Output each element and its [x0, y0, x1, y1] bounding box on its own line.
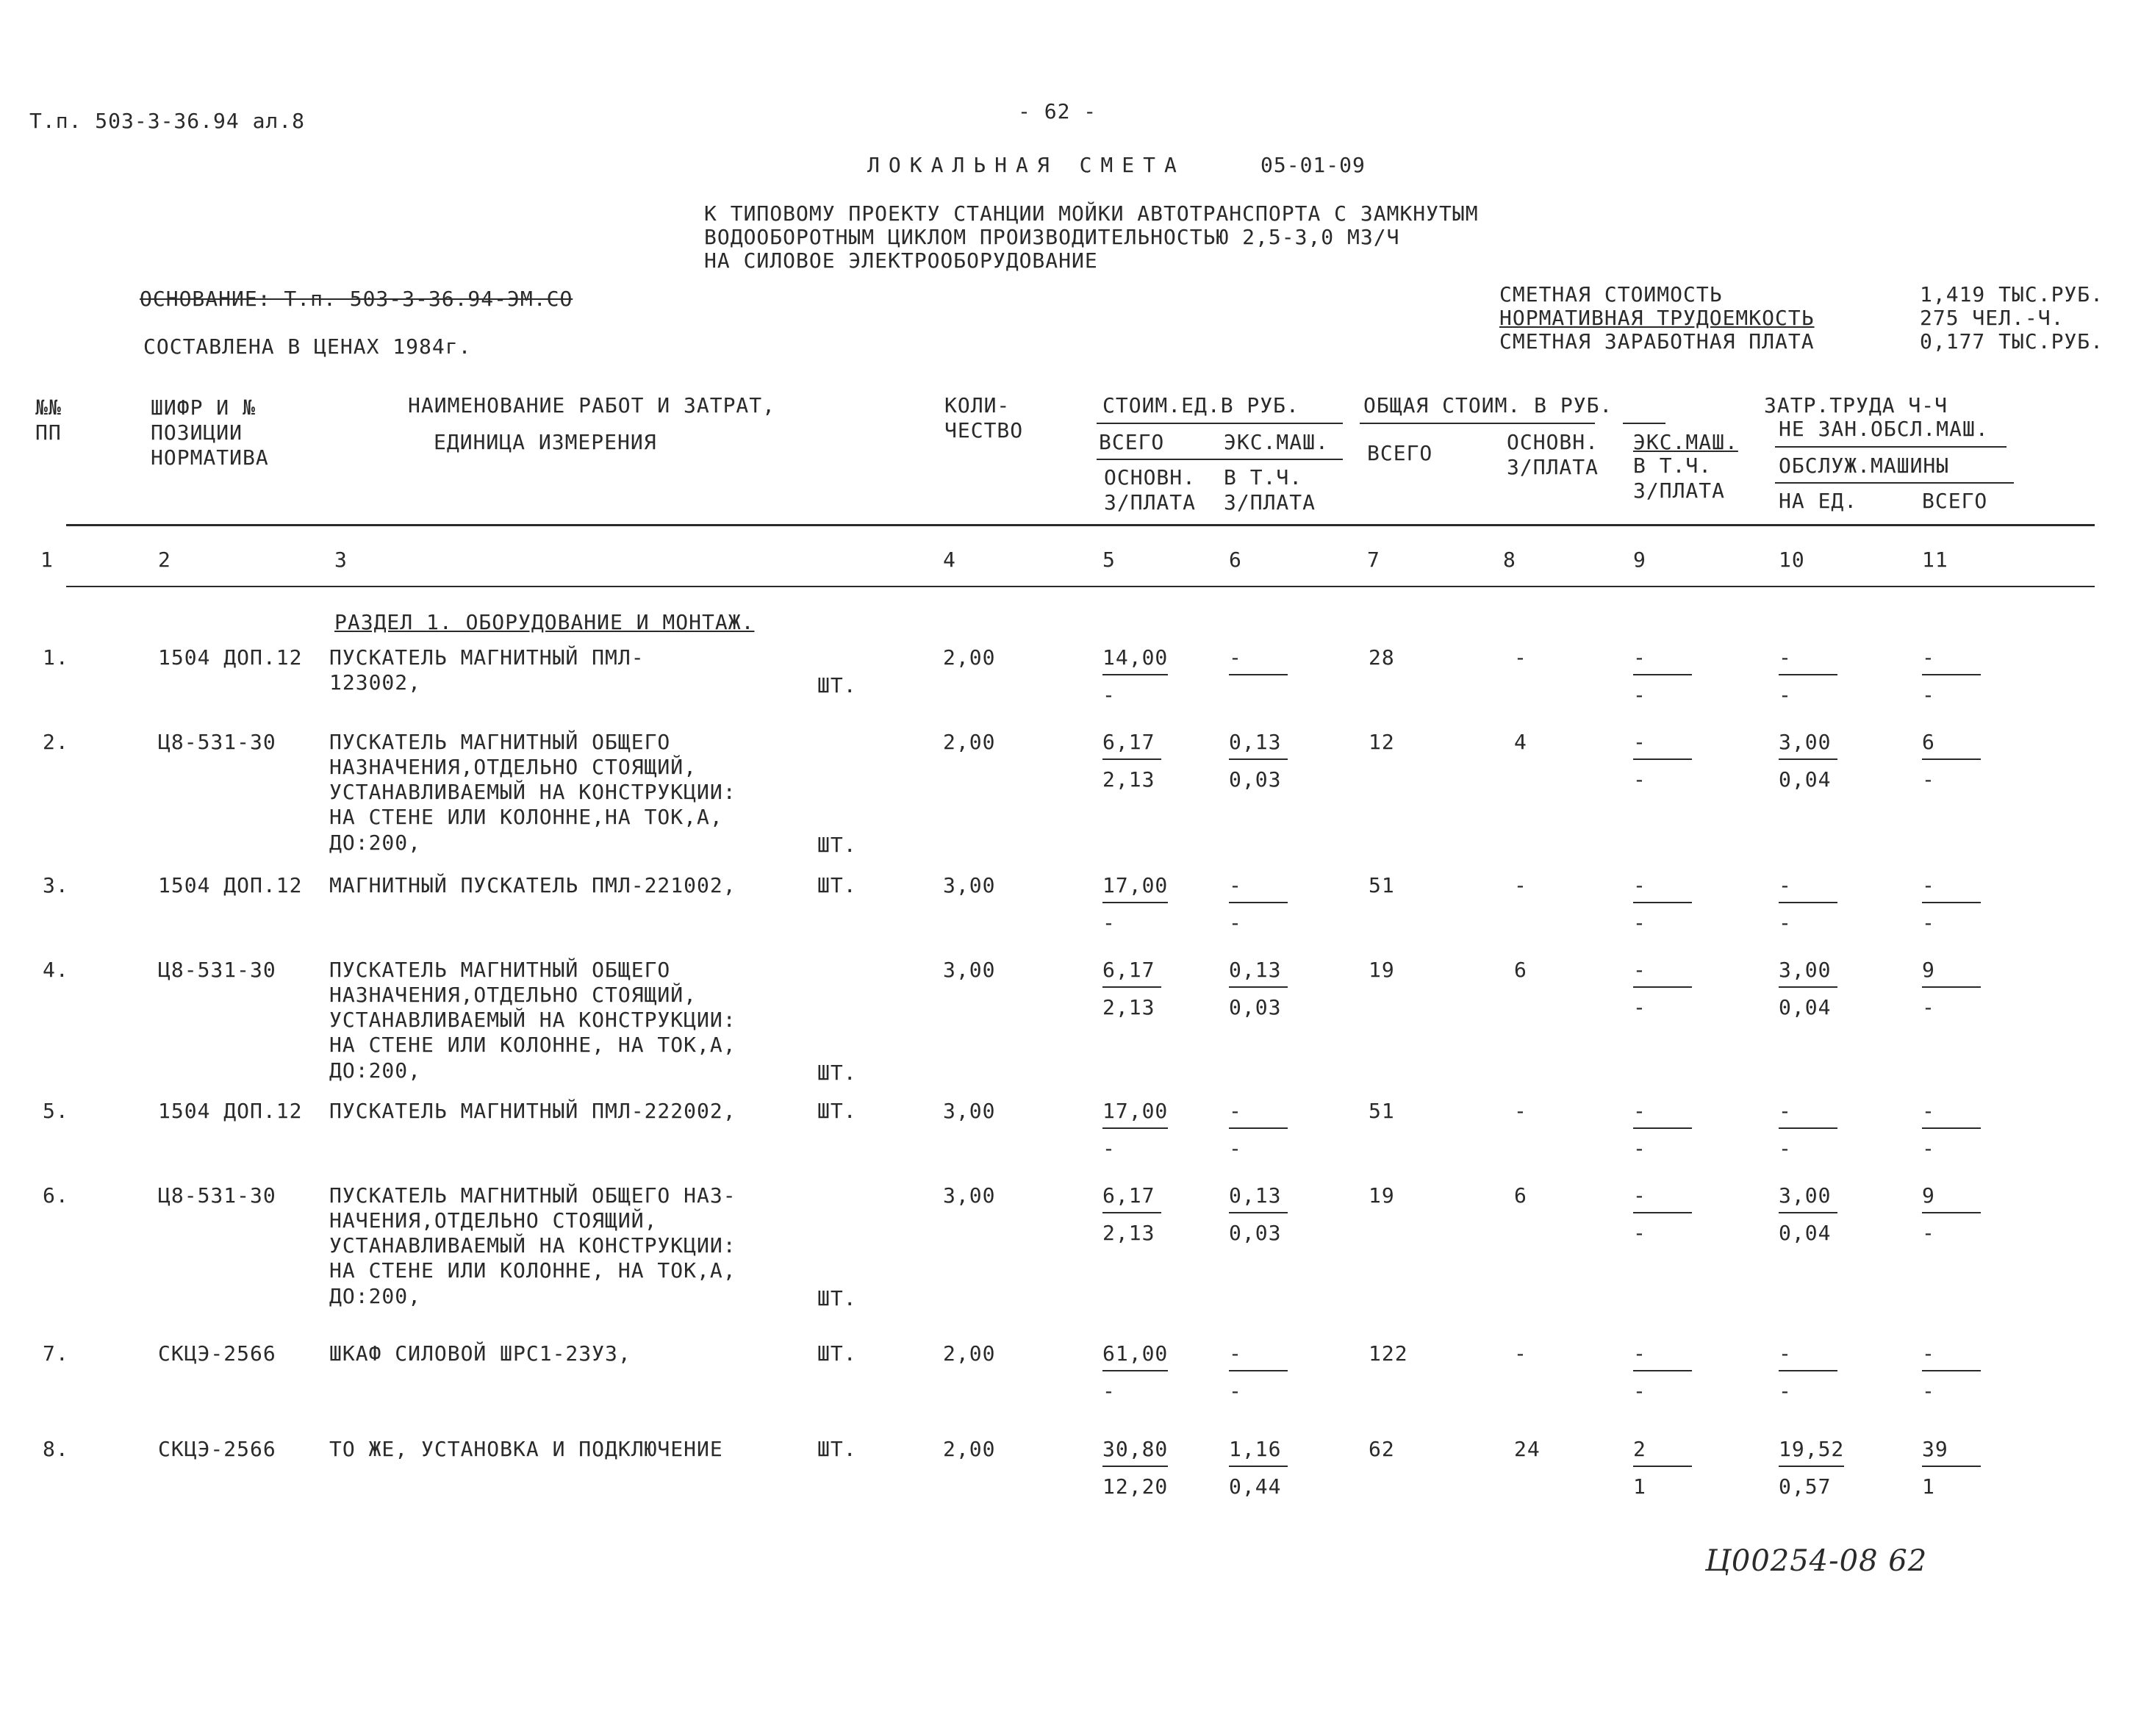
col-number-11: 11 — [1922, 548, 1948, 572]
row-total-machine — [1633, 958, 1692, 1019]
row-unit-cost-total-top: 6,17 — [1102, 1183, 1161, 1213]
row-unit: ШТ. — [817, 1437, 857, 1461]
row-labor-total — [1922, 873, 1981, 935]
row-unit: ШТ. — [817, 1061, 857, 1085]
row-total-machine-bottom: - — [1633, 683, 1646, 707]
row-unit-cost-total-bottom: 2,13 — [1102, 767, 1155, 792]
row-labor-total-top: 9 — [1922, 1183, 1981, 1213]
row-code: 1504 ДОП.12 — [158, 645, 303, 670]
col-header-c5: ВСЕГО — [1099, 430, 1165, 454]
row-labor-per-unit-top: 3,00 — [1779, 730, 1837, 760]
price-basis: СОСТАВЛЕНА В ЦЕНАХ 1984г. — [143, 334, 472, 359]
row-unit: ШТ. — [817, 1286, 857, 1310]
row-total-cost: 28 — [1369, 645, 1395, 670]
row-quantity: 2,00 — [943, 730, 996, 754]
row-total-cost: 62 — [1369, 1437, 1395, 1461]
row-total-machine-bottom: - — [1633, 995, 1646, 1019]
row-labor-total-bottom: - — [1922, 767, 1935, 792]
subtitle-line-1: К ТИПОВОМУ ПРОЕКТУ СТАНЦИИ МОЙКИ АВТОТРАНСПОРТА С ЗАМКНУТЫМ — [704, 201, 1479, 226]
row-labor-total-top: - — [1922, 645, 1981, 675]
row-total-machine — [1633, 1183, 1692, 1245]
row-total-machine — [1633, 1341, 1692, 1403]
row-quantity: 2,00 — [943, 645, 996, 670]
col-number-1: 1 — [40, 548, 54, 572]
row-quantity: 2,00 — [943, 1341, 996, 1366]
row-labor-per-unit — [1779, 1183, 1837, 1245]
row-unit-cost-machine-bottom: - — [1229, 911, 1242, 935]
row-labor-total-bottom: - — [1922, 995, 1935, 1019]
row-total-machine-bottom: - — [1633, 1379, 1646, 1403]
row-total-machine — [1633, 730, 1692, 792]
col-header-c6b: В Т.Ч. З/ПЛАТА — [1224, 465, 1316, 515]
row-labor-per-unit — [1779, 645, 1837, 707]
col-header-total-cost: ОБЩАЯ СТОИМ. В РУБ. — [1363, 393, 1613, 417]
row-unit: ШТ. — [817, 1099, 857, 1123]
col-header-number: №№ ПП — [35, 395, 62, 445]
row-unit-cost-machine-bottom: - — [1229, 1379, 1242, 1403]
row-name: ПУСКАТЕЛЬ МАГНИТНЫЙ ОБЩЕГО НАЗ- НАЧЕНИЯ,ОТДЕЛЬНО СТОЯЩИЙ, УСТАНАВЛИВАЕМЫЙ НА КОНСТРУКЦИИ: НА СТЕНЕ ИЛИ КОЛОННЕ, НА ТОК,А, ДО:200, — [329, 1183, 736, 1308]
row-labor-per-unit-bottom: 0,04 — [1779, 767, 1832, 792]
row-labor-total-bottom: - — [1922, 1136, 1935, 1161]
row-unit-cost-machine — [1229, 1099, 1288, 1161]
row-total-cost: 122 — [1369, 1341, 1408, 1366]
row-unit-cost-total — [1102, 873, 1168, 935]
row-total-wage: 24 — [1514, 1437, 1541, 1461]
row-unit: ШТ. — [817, 873, 857, 897]
row-total-wage: - — [1514, 873, 1527, 897]
row-labor-per-unit-top: - — [1779, 1099, 1837, 1129]
row-labor-total-top: - — [1922, 1099, 1981, 1129]
col-header-quantity: КОЛИ- ЧЕСТВО — [944, 393, 1024, 443]
row-unit-cost-total-bottom: 12,20 — [1102, 1474, 1169, 1499]
row-unit-cost-total — [1102, 1099, 1168, 1161]
row-unit-cost-machine-top: - — [1229, 873, 1288, 903]
row-code: Ц8-531-30 — [158, 958, 276, 982]
row-unit-cost-machine-bottom: - — [1229, 1136, 1242, 1161]
row-labor-per-unit-top: 3,00 — [1779, 958, 1837, 988]
row-labor-per-unit — [1779, 1437, 1844, 1499]
row-labor-total — [1922, 1183, 1981, 1245]
col-number-3: 3 — [334, 548, 348, 572]
document-reference: Т.п. 503-3-36.94 ал.8 — [29, 109, 306, 133]
row-labor-per-unit — [1779, 730, 1837, 792]
row-name: ТО ЖЕ, УСТАНОВКА И ПОДКЛЮЧЕНИЕ — [329, 1437, 723, 1461]
page-number: - 62 - — [1018, 99, 1097, 123]
row-unit-cost-total-bottom: 2,13 — [1102, 995, 1155, 1019]
col-header-unit-cost: СТОИМ.ЕД.В РУБ. — [1102, 393, 1299, 417]
row-unit-cost-machine-top: 0,13 — [1229, 958, 1288, 988]
row-total-wage: - — [1514, 1341, 1527, 1366]
row-labor-per-unit — [1779, 958, 1837, 1019]
col-number-2: 2 — [158, 548, 171, 572]
row-name: ПУСКАТЕЛЬ МАГНИТНЫЙ ОБЩЕГО НАЗНАЧЕНИЯ,ОТДЕЛЬНО СТОЯЩИЙ, УСТАНАВЛИВАЕМЫЙ НА КОНСТРУКЦИИ: НА СТЕНЕ ИЛИ КОЛОННЕ,НА ТОК,А, ДО:200, — [329, 730, 736, 855]
row-unit-cost-machine — [1229, 958, 1288, 1019]
row-code: Ц8-531-30 — [158, 1183, 276, 1208]
row-total-machine-top: - — [1633, 1099, 1692, 1129]
row-quantity: 3,00 — [943, 958, 996, 982]
row-unit: ШТ. — [817, 1341, 857, 1366]
row-unit-cost-total-bottom: - — [1102, 1379, 1116, 1403]
row-total-wage: 6 — [1514, 958, 1527, 982]
row-name: ШКАФ СИЛОВОЙ ШРС1-23У3, — [329, 1341, 631, 1366]
row-unit-cost-total-top: 6,17 — [1102, 730, 1161, 760]
col-header-labor-sub: НЕ ЗАН.ОБСЛ.МАШ. — [1779, 417, 1989, 441]
row-unit-cost-machine-bottom: 0,44 — [1229, 1474, 1282, 1499]
row-total-wage: 4 — [1514, 730, 1527, 754]
row-unit-cost-total-top: 17,00 — [1102, 873, 1168, 903]
row-total-wage: 6 — [1514, 1183, 1527, 1208]
row-total-machine-bottom: - — [1633, 1136, 1646, 1161]
row-number: 4. — [43, 958, 69, 982]
row-total-machine-bottom: - — [1633, 911, 1646, 935]
col-number-6: 6 — [1229, 548, 1242, 572]
col-header-c8: ОСНОВН. З/ПЛАТА — [1507, 430, 1599, 480]
row-name: ПУСКАТЕЛЬ МАГНИТНЫЙ ПМЛ- 123002, — [329, 645, 645, 695]
row-name: ПУСКАТЕЛЬ МАГНИТНЫЙ ОБЩЕГО НАЗНАЧЕНИЯ,ОТДЕЛЬНО СТОЯЩИЙ, УСТАНАВЛИВАЕМЫЙ НА КОНСТРУКЦИИ: НА СТЕНЕ ИЛИ КОЛОННЕ, НА ТОК,А, ДО:200, — [329, 958, 736, 1083]
row-unit-cost-total-top: 30,80 — [1102, 1437, 1168, 1467]
row-unit-cost-machine-top: - — [1229, 1099, 1288, 1129]
row-total-machine-bottom: - — [1633, 767, 1646, 792]
row-labor-per-unit-bottom: - — [1779, 911, 1792, 935]
row-unit-cost-machine-bottom: 0,03 — [1229, 995, 1282, 1019]
row-total-cost: 51 — [1369, 1099, 1395, 1123]
row-total-machine-top: - — [1633, 1341, 1692, 1371]
row-total-machine-top: - — [1633, 958, 1692, 988]
summary-label-labor: НОРМАТИВНАЯ ТРУДОЕМКОСТЬ — [1499, 306, 1815, 330]
row-unit-cost-total-top: 61,00 — [1102, 1341, 1168, 1371]
row-total-machine — [1633, 873, 1692, 935]
row-unit-cost-machine-top: - — [1229, 645, 1288, 675]
row-labor-per-unit — [1779, 1099, 1837, 1161]
col-header-c9b: В Т.Ч. З/ПЛАТА — [1633, 453, 1726, 503]
row-unit-cost-total — [1102, 730, 1161, 792]
row-labor-per-unit-top: - — [1779, 873, 1837, 903]
row-labor-per-unit-bottom: 0,57 — [1779, 1474, 1832, 1499]
row-code: СКЦЭ-2566 — [158, 1341, 276, 1366]
col-number-7: 7 — [1367, 548, 1380, 572]
col-number-8: 8 — [1503, 548, 1516, 572]
estimate-number: 05-01-09 — [1260, 153, 1366, 177]
row-code: Ц8-531-30 — [158, 730, 276, 754]
row-total-cost: 12 — [1369, 730, 1395, 754]
header-rule-top — [66, 524, 2095, 526]
row-labor-total — [1922, 1437, 1981, 1499]
row-code: СКЦЭ-2566 — [158, 1437, 276, 1461]
col-number-10: 10 — [1779, 548, 1805, 572]
row-unit-cost-total-bottom: - — [1102, 683, 1116, 707]
row-labor-total — [1922, 1341, 1981, 1403]
row-total-machine — [1633, 1437, 1692, 1499]
row-total-machine-top: 2 — [1633, 1437, 1692, 1467]
col-number-9: 9 — [1633, 548, 1646, 572]
basis-line: ОСНОВАНИЕ: Т.п. 503-3-36.94-ЭМ.СО — [140, 287, 573, 311]
row-total-wage: - — [1514, 1099, 1527, 1123]
row-unit-cost-machine — [1229, 645, 1288, 705]
row-unit-cost-machine-top: 1,16 — [1229, 1437, 1288, 1467]
row-total-wage: - — [1514, 645, 1527, 670]
row-labor-per-unit-top: 19,52 — [1779, 1437, 1844, 1467]
col-header-name: НАИМЕНОВАНИЕ РАБОТ И ЗАТРАТ, — [408, 393, 776, 417]
row-total-cost: 19 — [1369, 1183, 1395, 1208]
row-unit: ШТ. — [817, 833, 857, 857]
row-labor-total — [1922, 730, 1981, 792]
row-labor-per-unit-top: 3,00 — [1779, 1183, 1837, 1213]
row-total-machine-bottom: 1 — [1633, 1474, 1646, 1499]
row-unit-cost-machine — [1229, 873, 1288, 935]
subtitle-line-3: НА СИЛОВОЕ ЭЛЕКТРООБОРУДОВАНИЕ — [704, 248, 1098, 273]
row-unit-cost-machine-top: 0,13 — [1229, 730, 1288, 760]
col-header-c9: ЭКС.МАШ. — [1633, 430, 1738, 454]
row-total-cost: 19 — [1369, 958, 1395, 982]
row-total-machine-bottom: - — [1633, 1221, 1646, 1245]
row-labor-per-unit-top: - — [1779, 1341, 1837, 1371]
row-labor-total-top: 39 — [1922, 1437, 1981, 1467]
row-labor-total-bottom: - — [1922, 1379, 1935, 1403]
row-unit-cost-total-bottom: - — [1102, 911, 1116, 935]
col-header-c5b: ОСНОВН. З/ПЛАТА — [1104, 465, 1197, 515]
summary-value-cost: 1,419 ТЫС.РУБ. — [1920, 282, 2104, 306]
row-quantity: 3,00 — [943, 1183, 996, 1208]
row-labor-total — [1922, 1099, 1981, 1161]
row-labor-per-unit-bottom: - — [1779, 683, 1792, 707]
row-labor-total-bottom: - — [1922, 911, 1935, 935]
col-header-code: ШИФР И № ПОЗИЦИИ НОРМАТИВА — [151, 395, 269, 470]
row-labor-total — [1922, 958, 1981, 1019]
row-total-machine-top: - — [1633, 873, 1692, 903]
row-quantity: 3,00 — [943, 1099, 996, 1123]
col-header-c11: ВСЕГО — [1922, 489, 1988, 513]
row-labor-per-unit-top: - — [1779, 645, 1837, 675]
row-unit-cost-total — [1102, 645, 1168, 707]
col-header-c7: ВСЕГО — [1367, 441, 1433, 465]
row-unit-cost-total-top: 6,17 — [1102, 958, 1161, 988]
col-header-c10: НА ЕД. — [1779, 489, 1858, 513]
row-unit-cost-total-top: 14,00 — [1102, 645, 1168, 675]
section-title: РАЗДЕЛ 1. ОБОРУДОВАНИЕ И МОНТАЖ. — [334, 610, 755, 634]
col-header-unit: ЕДИНИЦА ИЗМЕРЕНИЯ — [434, 430, 657, 454]
row-total-machine — [1633, 645, 1692, 707]
row-unit-cost-machine — [1229, 730, 1288, 792]
row-unit-cost-total-top: 17,00 — [1102, 1099, 1168, 1129]
row-unit-cost-machine — [1229, 1183, 1288, 1245]
row-unit-cost-machine-bottom: 0,03 — [1229, 767, 1282, 792]
summary-value-wage: 0,177 ТЫС.РУБ. — [1920, 329, 2104, 354]
col-number-4: 4 — [943, 548, 956, 572]
row-unit-cost-machine-top: - — [1229, 1341, 1288, 1371]
row-total-machine-top: - — [1633, 645, 1692, 675]
row-number: 2. — [43, 730, 69, 754]
row-labor-total-top: 9 — [1922, 958, 1981, 988]
row-unit-cost-total-bottom: - — [1102, 1136, 1116, 1161]
row-labor-total-top: 6 — [1922, 730, 1981, 760]
row-labor-per-unit — [1779, 1341, 1837, 1403]
row-number: 8. — [43, 1437, 69, 1461]
row-labor-per-unit-bottom: 0,04 — [1779, 995, 1832, 1019]
row-unit-cost-machine — [1229, 1437, 1288, 1499]
row-quantity: 3,00 — [943, 873, 996, 897]
row-unit-cost-total — [1102, 1341, 1168, 1403]
row-total-cost: 51 — [1369, 873, 1395, 897]
row-number: 5. — [43, 1099, 69, 1123]
row-unit-cost-machine-top: 0,13 — [1229, 1183, 1288, 1213]
row-number: 6. — [43, 1183, 69, 1208]
col-number-5: 5 — [1102, 548, 1116, 572]
document-title: ЛОКАЛЬНАЯ СМЕТА — [867, 153, 1186, 177]
row-unit-cost-total-bottom: 2,13 — [1102, 1221, 1155, 1245]
row-name: ПУСКАТЕЛЬ МАГНИТНЫЙ ПМЛ-222002, — [329, 1099, 736, 1123]
col-header-labor: ЗАТР.ТРУДА Ч-Ч — [1764, 393, 1948, 417]
row-number: 1. — [43, 645, 69, 670]
row-labor-total-bottom: - — [1922, 1221, 1935, 1245]
row-labor-total-top: - — [1922, 1341, 1981, 1371]
handwritten-signature: Ц00254-08 62 — [1705, 1544, 1928, 1578]
row-labor-total-top: - — [1922, 873, 1981, 903]
row-unit-cost-total — [1102, 1183, 1161, 1245]
row-total-machine — [1633, 1099, 1692, 1161]
row-unit-cost-machine — [1229, 1341, 1288, 1403]
summary-label-wage: СМЕТНАЯ ЗАРАБОТНАЯ ПЛАТА — [1499, 329, 1815, 354]
row-number: 3. — [43, 873, 69, 897]
subtitle-line-2: ВОДООБОРОТНЫМ ЦИКЛОМ ПРОИЗВОДИТЕЛЬНОСТЬЮ 2,5-3,0 М3/Ч — [704, 225, 1400, 249]
col-header-labor-sub2: ОБСЛУЖ.МАШИНЫ — [1779, 453, 1950, 478]
row-name: МАГНИТНЫЙ ПУСКАТЕЛЬ ПМЛ-221002, — [329, 873, 736, 897]
row-labor-per-unit-bottom: - — [1779, 1379, 1792, 1403]
col-header-c6: ЭКС.МАШ. — [1224, 430, 1329, 454]
row-labor-per-unit-bottom: 0,04 — [1779, 1221, 1832, 1245]
row-labor-per-unit — [1779, 873, 1837, 935]
row-quantity: 2,00 — [943, 1437, 996, 1461]
row-unit-cost-machine-bottom — [1229, 675, 1288, 705]
row-code: 1504 ДОП.12 — [158, 1099, 303, 1123]
row-labor-total — [1922, 645, 1981, 707]
row-labor-total-bottom: - — [1922, 683, 1935, 707]
row-total-machine-top: - — [1633, 730, 1692, 760]
row-unit: ШТ. — [817, 673, 857, 697]
row-unit-cost-machine-bottom: 0,03 — [1229, 1221, 1282, 1245]
row-unit-cost-total — [1102, 1437, 1168, 1499]
row-code: 1504 ДОП.12 — [158, 873, 303, 897]
row-unit-cost-total — [1102, 958, 1161, 1019]
row-labor-per-unit-bottom: - — [1779, 1136, 1792, 1161]
row-labor-total-bottom: 1 — [1922, 1474, 1935, 1499]
row-number: 7. — [43, 1341, 69, 1366]
header-rule-bottom — [66, 586, 2095, 587]
summary-value-labor: 275 ЧЕЛ.-Ч. — [1920, 306, 2065, 330]
row-total-machine-top: - — [1633, 1183, 1692, 1213]
summary-label-cost: СМЕТНАЯ СТОИМОСТЬ — [1499, 282, 1723, 306]
